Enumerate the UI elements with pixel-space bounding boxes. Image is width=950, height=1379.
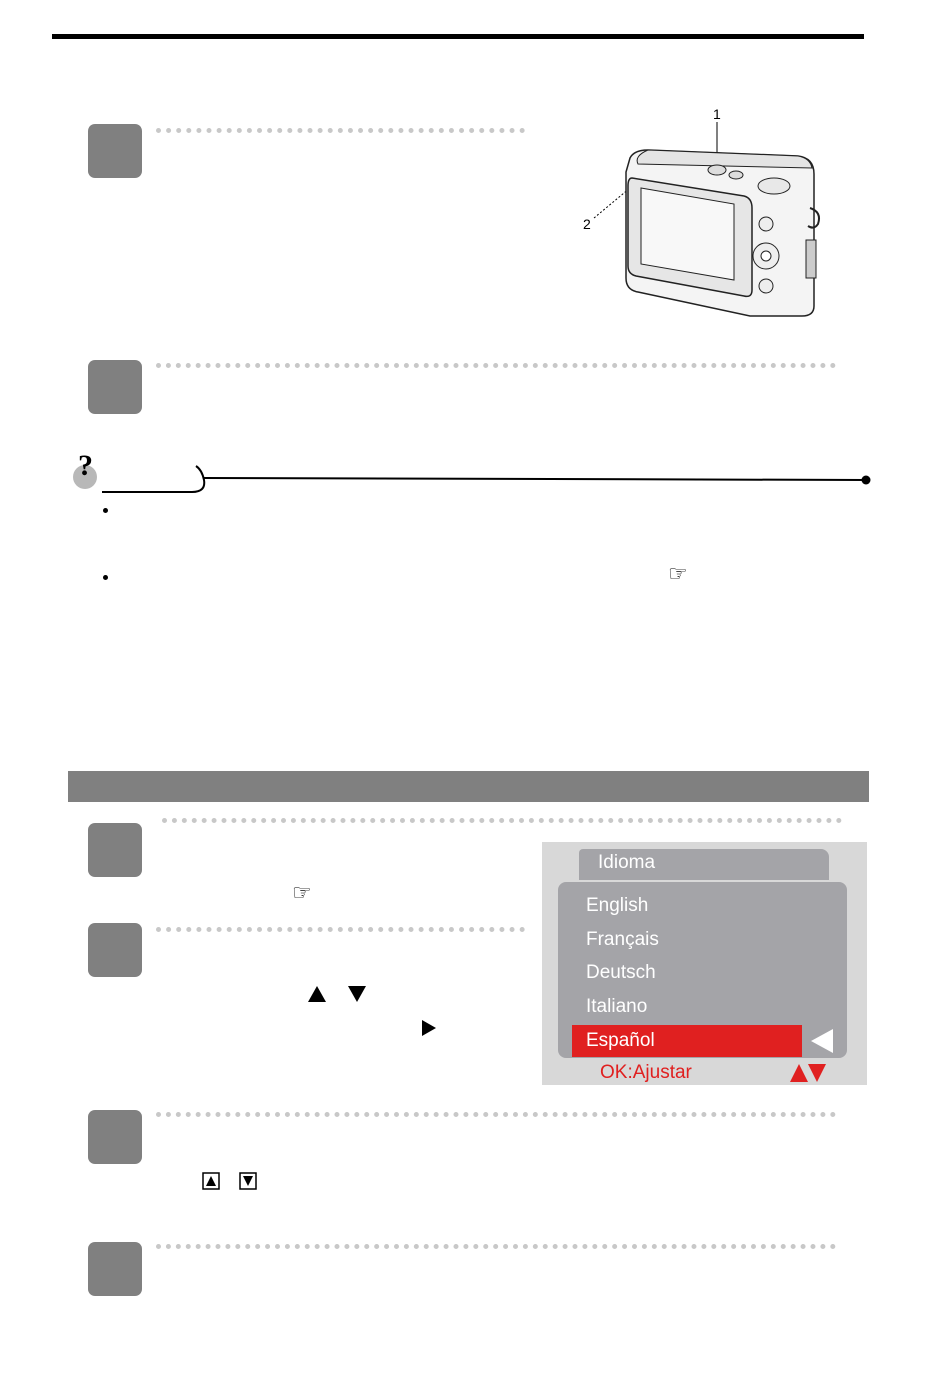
lcd-language-option[interactable]: English — [586, 895, 649, 916]
note-header-rule — [100, 462, 876, 496]
up-down-arrow-icons — [306, 984, 368, 1004]
step-box-1 — [88, 124, 142, 178]
callout-label-2: 2 — [583, 216, 591, 232]
dotted-separator-2 — [156, 363, 836, 368]
lcd-language-option[interactable]: Français — [586, 929, 659, 950]
callout-label-1: 1 — [713, 106, 721, 122]
lcd-language-option-selected[interactable]: Español — [586, 1030, 655, 1051]
lcd-menu-title: Idioma — [598, 852, 656, 873]
page-top-rule — [52, 34, 864, 39]
lcd-left-arrow-icon — [811, 1029, 833, 1053]
step-box-4 — [88, 923, 142, 977]
hand-pointer-icon: ☞ — [292, 880, 312, 905]
step-box-2 — [88, 360, 142, 414]
dotted-separator-5 — [156, 1112, 836, 1117]
dotted-separator-3 — [162, 818, 842, 823]
note-bullet-1 — [103, 508, 108, 513]
step-box-6 — [88, 1242, 142, 1296]
note-bullet-2 — [103, 575, 108, 580]
section-header-bar — [68, 771, 869, 802]
step-box-5 — [88, 1110, 142, 1164]
note-question-icon: ? — [72, 453, 102, 487]
lcd-ok-hint: OK:Ajustar — [600, 1062, 692, 1083]
hand-pointer-icon: ☞ — [668, 561, 688, 586]
dotted-separator-6 — [156, 1244, 836, 1249]
camera-illustration — [578, 100, 828, 322]
lcd-up-down-icon — [788, 1063, 828, 1083]
dotted-separator-4 — [156, 927, 525, 932]
dotted-separator-1 — [156, 128, 525, 133]
right-arrow-icon — [420, 1018, 438, 1038]
lcd-language-option[interactable]: Deutsch — [586, 962, 656, 983]
boxed-up-down-icons — [202, 1172, 258, 1190]
lcd-language-option[interactable]: Italiano — [586, 996, 648, 1017]
step-box-3 — [88, 823, 142, 877]
